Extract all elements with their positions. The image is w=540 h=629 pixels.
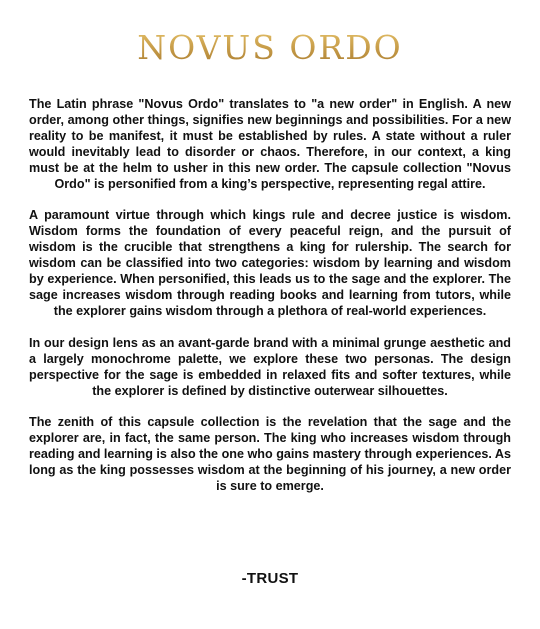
paragraph-wisdom: A paramount virtue through which kings rule and decree justice is wisdom. Wisdom forms the foundation of every peaceful reign, and the pursuit of wisdom is the crucible that strengthens a king for rulership. The search for wisdom can be classified into two categories: wisdom by learning and wisdom by experience. When personified, this leads us to the sage and the explorer. The sage increases wisdom through reading books and learning from tutors, while the explorer gains wisdom through a plethora of real-world experiences.: [29, 208, 511, 318]
page-title: NOVUS ORDO: [0, 28, 540, 68]
paragraph-intro: The Latin phrase "Novus Ordo" translates to "a new order" in English. A new order, among other things, signifies new beginnings and possibilities. For a new reality to be manifest, it must be established by rules. A state without a ruler would inevitably lead to disorder or chaos. Therefore, in our context, a king must be at the helm to usher in this new order. The capsule collection "Novus Ordo" is personified from a king’s perspective, representing regal attire.: [29, 97, 511, 191]
signature: -TRUST: [241, 570, 299, 587]
document-body: [29, 97, 511, 511]
paragraph-design-lens: In our design lens as an avant-garde brand with a minimal grunge aesthetic and a largely monochrome palette, we explore these two personas. The design perspective for the sage is embedded in relaxed fits and softer textures, while the explorer is defined by distinctive outerwear silhouettes.: [29, 335, 511, 398]
paragraph-zenith: The zenith of this capsule collection is the revelation that the sage and the explorer are, in fact, the same person. The king who increases wisdom through reading and learning is also the one who gains mastery through experiences. As long as the king possesses wisdom at the beginning of his journey, a new order is sure to emerge.: [29, 415, 511, 494]
